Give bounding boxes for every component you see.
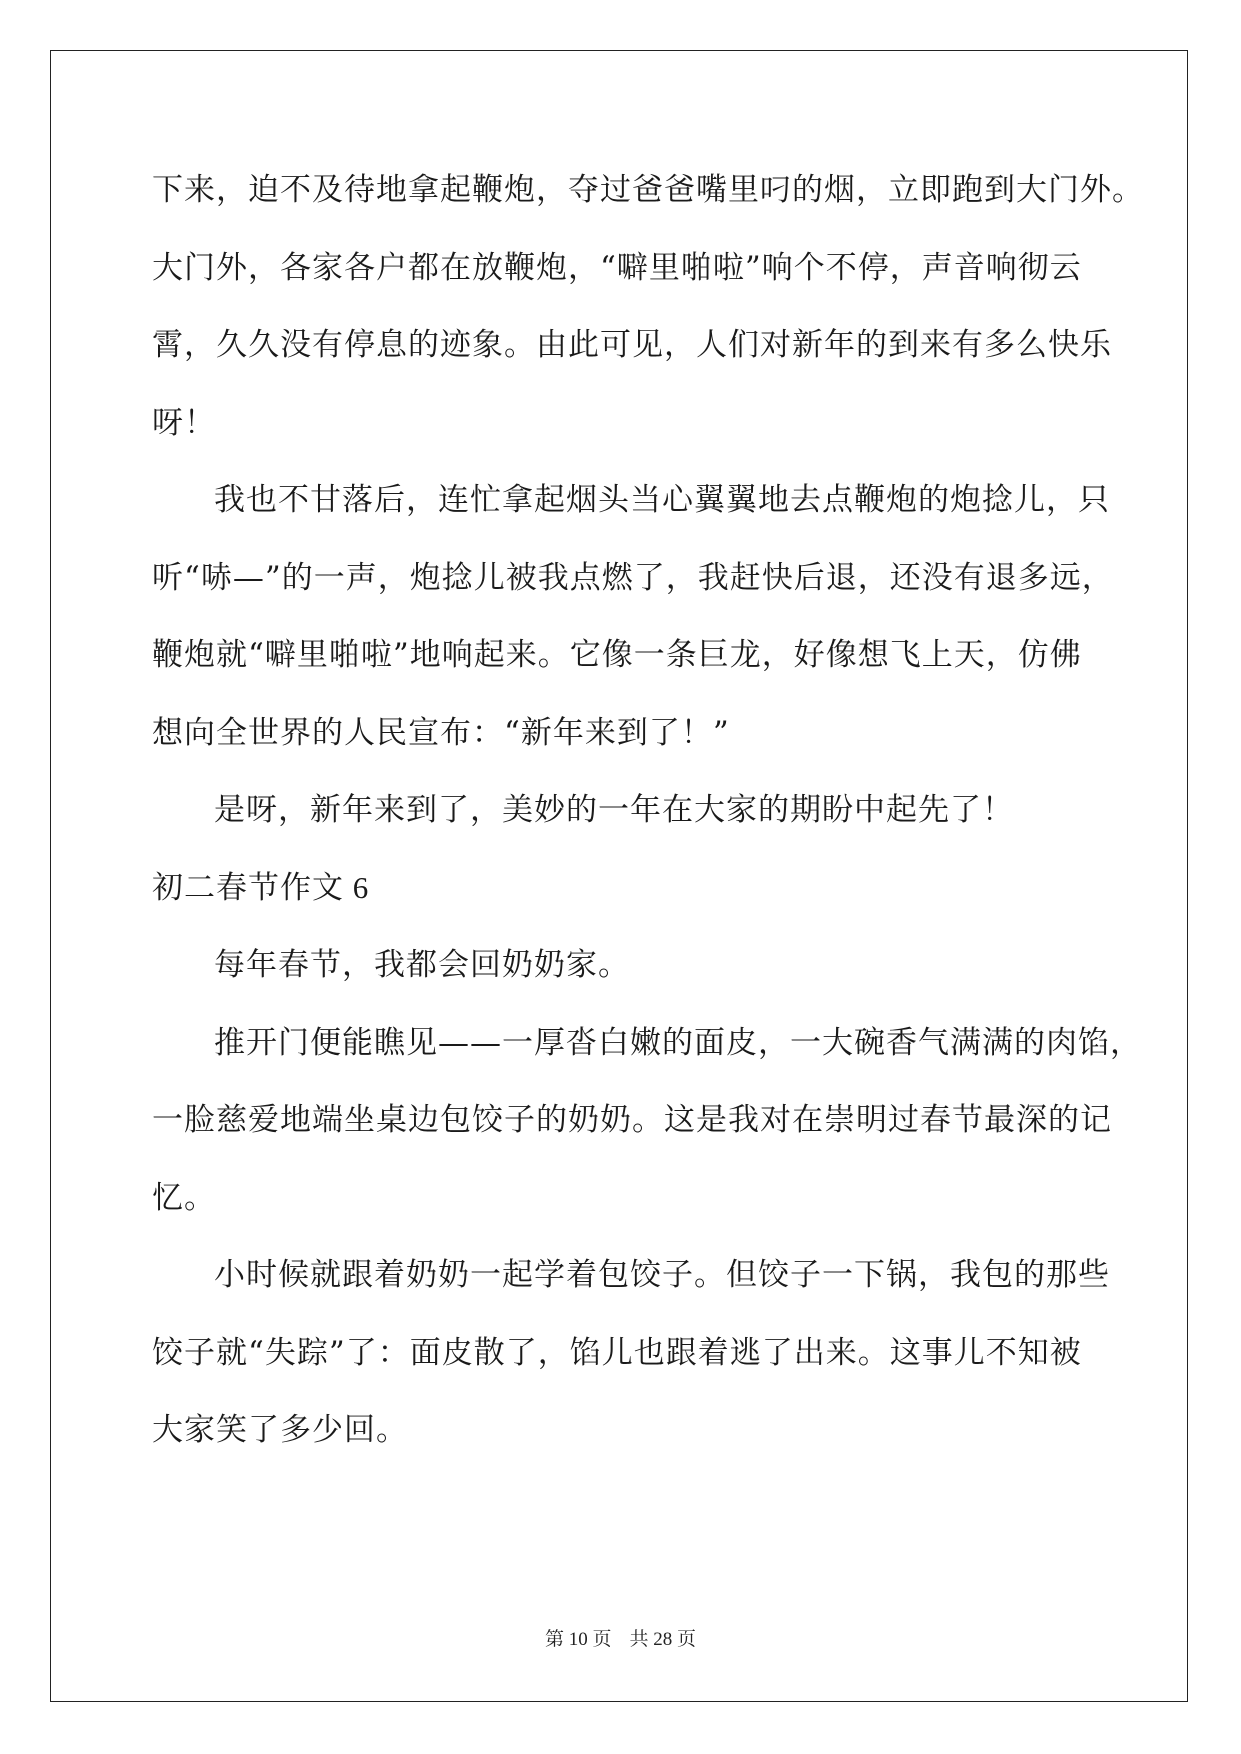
paragraph-line: 饺子就“失踪”了：面皮散了，馅儿也跟着逃了出来。这事儿不知被 xyxy=(152,1334,1082,1371)
page-footer xyxy=(0,1624,1241,1651)
paragraph-line: 推开门便能瞧见——一厚沓白嫩的面皮，一大碗香气满满的肉馅， xyxy=(214,1024,1142,1061)
paragraph-line: 我也不甘落后，连忙拿起烟头当心翼翼地去点鞭炮的炮捻儿，只 xyxy=(214,482,1110,518)
document-body xyxy=(152,160,1144,1478)
paragraph-line: 听“哧—”的一声，炮捻儿被我点燃了，我赶快后退，还没有退多远， xyxy=(152,559,1114,596)
paragraph-line: 忆。 xyxy=(152,1179,216,1216)
page-total: 共 28 页 xyxy=(629,1629,697,1650)
paragraph-line: 小时候就跟着奶奶一起学着包饺子。但饺子一下锅，我包的那些 xyxy=(214,1257,1110,1293)
paragraph-line: 是呀，新年来到了，美妙的一年在大家的期盼中起先了！ xyxy=(214,792,1014,828)
paragraph-line: 大家笑了多少回。 xyxy=(152,1412,408,1448)
paragraph-line: 一脸慈爱地端坐桌边包饺子的奶奶。这是我对在崇明过春节最深的记 xyxy=(152,1102,1112,1138)
paragraph-line: 每年春节，我都会回奶奶家。 xyxy=(214,947,630,983)
paragraph-line: 大门外，各家各户都在放鞭炮，“噼里啪啦”响个不停，声音响彻云 xyxy=(152,249,1082,286)
paragraph-line: 呀！ xyxy=(152,404,216,441)
section-heading: 初二春节作文 6 xyxy=(152,869,370,905)
paragraph-line: 下来，迫不及待地拿起鞭炮，夺过爸爸嘴里叼的烟，立即跑到大门外。 xyxy=(152,172,1144,208)
paragraph-line: 霄，久久没有停息的迹象。由此可见，人们对新年的到来有多么快乐 xyxy=(152,327,1112,363)
paragraph-line: 鞭炮就“噼里啪啦”地响起来。它像一条巨龙，好像想飞上天，仿佛 xyxy=(152,637,1082,673)
page-number: 第 10 页 xyxy=(544,1629,612,1650)
paragraph-line: 想向全世界的人民宣布：“新年来到了！” xyxy=(152,714,730,751)
